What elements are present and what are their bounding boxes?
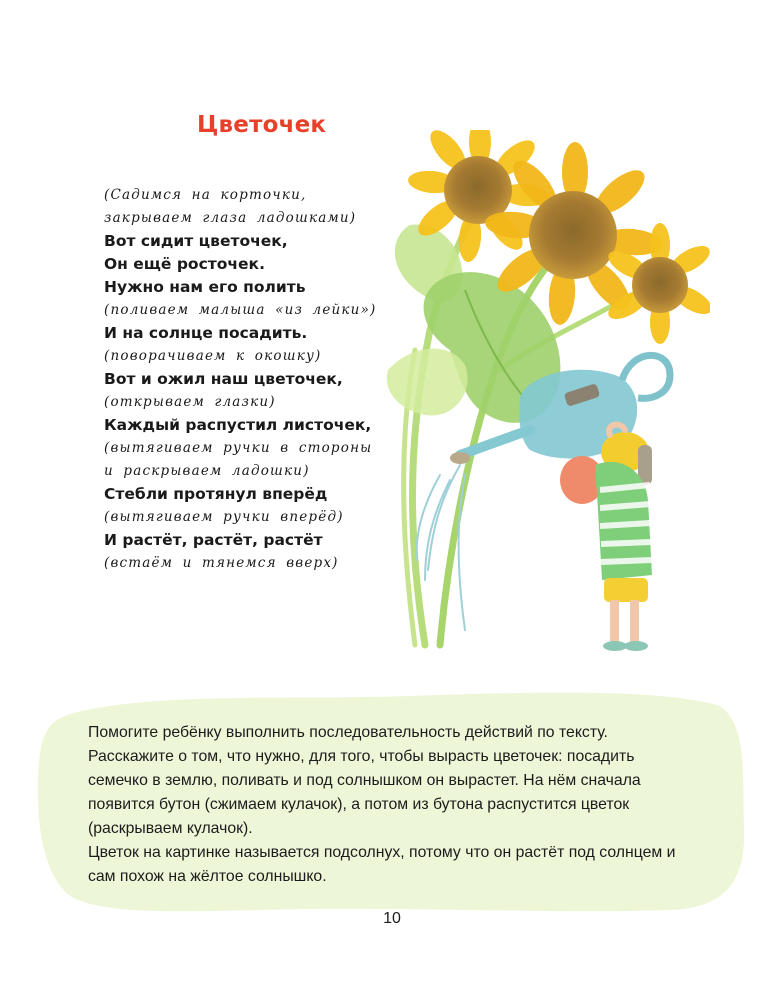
poem-line: И растёт, растёт, растёт [104,531,323,549]
sunflower-illustration [370,130,710,670]
poem-line: Стебли протянул вперёд [104,485,328,503]
poem-stage-direction: (поливаем малыша «из лейки») [104,302,377,318]
poem-line: Нужно нам его полить [104,278,306,296]
poem-stage-direction: (вытягиваем ручки вперёд) [104,509,344,525]
poem-stage-direction: и раскрываем ладошки) [104,463,310,479]
parent-note [88,721,688,889]
page-number: 10 [383,910,401,927]
poem-stage-direction: (вытягиваем ручки в стороны [104,440,373,456]
note-paragraph: Помогите ребёнку выполнить последовательность действий по тексту. Расскажите о том, что нужно, для того, чтобы вырасть цветочек: посадить семечко в землю, поливать и под солнышком он вырастет. На нём сначала появится бутон (сжимаем кулачок), а потом из бутона распустится цветок (раскрываем кулачок). [88,724,641,837]
page-title: Цветочек [197,112,327,138]
poem-line: И на солнце посадить. [104,324,308,342]
poem-line: Вот сидит цветочек, [104,232,288,250]
poem-line: Он ещё росточек. [104,255,265,273]
poem-stage-direction: закрываем глаза ладошками) [104,210,357,226]
note-paragraph: Цветок на картинке называется подсолнух, потому что он растёт под солнцем и сам похож на жёлтое солнышко. [88,844,676,885]
poem-line: Вот и ожил наш цветочек, [104,370,343,388]
poem-stage-direction: (поворачиваем к окошку) [104,348,322,364]
child-figure-icon [560,425,652,651]
poem [104,184,404,575]
poem-stage-direction: (открываем глазки) [104,394,276,410]
poem-stage-direction: (Садимся на корточки, [104,187,307,203]
poem-stage-direction: (встаём и тянемся вверх) [104,555,339,571]
poem-line: Каждый распустил листочек, [104,416,372,434]
